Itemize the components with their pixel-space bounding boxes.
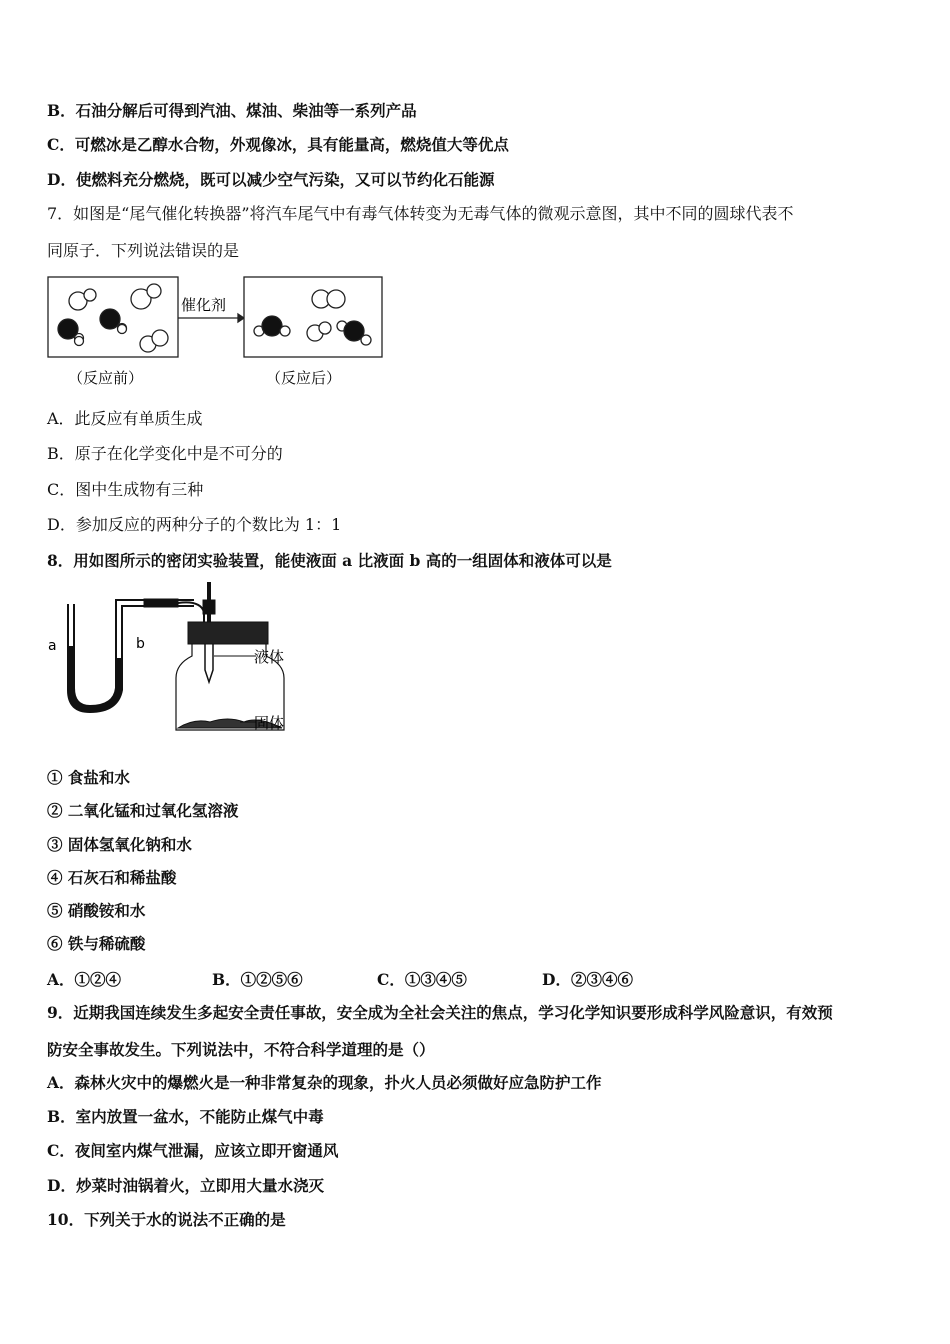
after-caption: （反应后） bbox=[266, 369, 342, 387]
q7-option-c: C．图中生成物有三种 bbox=[47, 480, 204, 499]
q9-stem-line2: 防安全事故发生。下列说法中，不符合科学道理的是（） bbox=[47, 1040, 435, 1059]
q8-item-1: ① 食盐和水 bbox=[47, 768, 130, 787]
q9-option-d: D．炒菜时油锅着火，立即用大量水浇灭 bbox=[47, 1176, 324, 1195]
q8-stem: 8．用如图所示的密闭实验装置，能使液面 a 比液面 b 高的一组固体和液体可以是 bbox=[47, 551, 612, 570]
after-box bbox=[244, 277, 382, 357]
catalyst-label: 催化剂 bbox=[181, 296, 227, 314]
q7-option-b: B．原子在化学变化中是不可分的 bbox=[47, 444, 283, 463]
q6-option-c: C．可燃冰是乙醇水合物，外观像冰，具有能量高，燃烧值大等优点 bbox=[47, 135, 509, 154]
q8-option-a: A．①②④ bbox=[47, 970, 122, 989]
q7-stem-line1: 7．如图是“尾气催化转换器”将汽车尾气中有毒气体转变为无毒气体的微观示意图，其中不同的圆球代表不 bbox=[47, 204, 794, 223]
q8-item-2: ② 二氧化锰和过氧化氢溶液 bbox=[47, 801, 239, 820]
q7-option-a: A．此反应有单质生成 bbox=[47, 409, 203, 428]
label-a: a bbox=[48, 638, 57, 654]
q7-reaction-figure bbox=[44, 272, 394, 394]
q6-option-d: D．使燃料充分燃烧，既可以减少空气污染，又可以节约化石能源 bbox=[47, 170, 495, 189]
q8-item-3: ③ 固体氢氧化钠和水 bbox=[47, 835, 192, 854]
q8-item-6: ⑥ 铁与稀硫酸 bbox=[47, 934, 146, 953]
q7-option-d: D．参加反应的两种分子的个数比为 1：1 bbox=[47, 515, 342, 534]
q9-option-b: B．室内放置一盆水，不能防止煤气中毒 bbox=[47, 1107, 324, 1126]
q10-stem: 10．下列关于水的说法不正确的是 bbox=[47, 1210, 286, 1229]
before-caption: （反应前） bbox=[68, 369, 144, 387]
q8-option-b: B．①②⑤⑥ bbox=[212, 970, 303, 989]
q8-option-c: C．①③④⑤ bbox=[377, 970, 467, 989]
q8-option-d: D．②③④⑥ bbox=[542, 970, 633, 989]
q8-apparatus-figure bbox=[44, 578, 304, 748]
label-solid: 固体 bbox=[254, 714, 285, 732]
q7-stem-line2: 同原子．下列说法错误的是 bbox=[47, 241, 240, 260]
q8-item-5: ⑤ 硝酸铵和水 bbox=[47, 901, 146, 920]
label-liquid: 液体 bbox=[254, 648, 285, 666]
q8-item-4: ④ 石灰石和稀盐酸 bbox=[47, 868, 177, 887]
q9-stem-line1: 9．近期我国连续发生多起安全责任事故，安全成为全社会关注的焦点，学习化学知识要形成科学风险意识，有效预 bbox=[47, 1003, 833, 1022]
q9-option-c: C．夜间室内煤气泄漏，应该立即开窗通风 bbox=[47, 1141, 339, 1160]
q9-option-a: A．森林火灾中的爆燃火是一种非常复杂的现象，扑火人员必须做好应急防护工作 bbox=[47, 1073, 602, 1092]
label-b: b bbox=[136, 636, 145, 652]
q6-option-b: B．石油分解后可得到汽油、煤油、柴油等一系列产品 bbox=[47, 101, 417, 120]
